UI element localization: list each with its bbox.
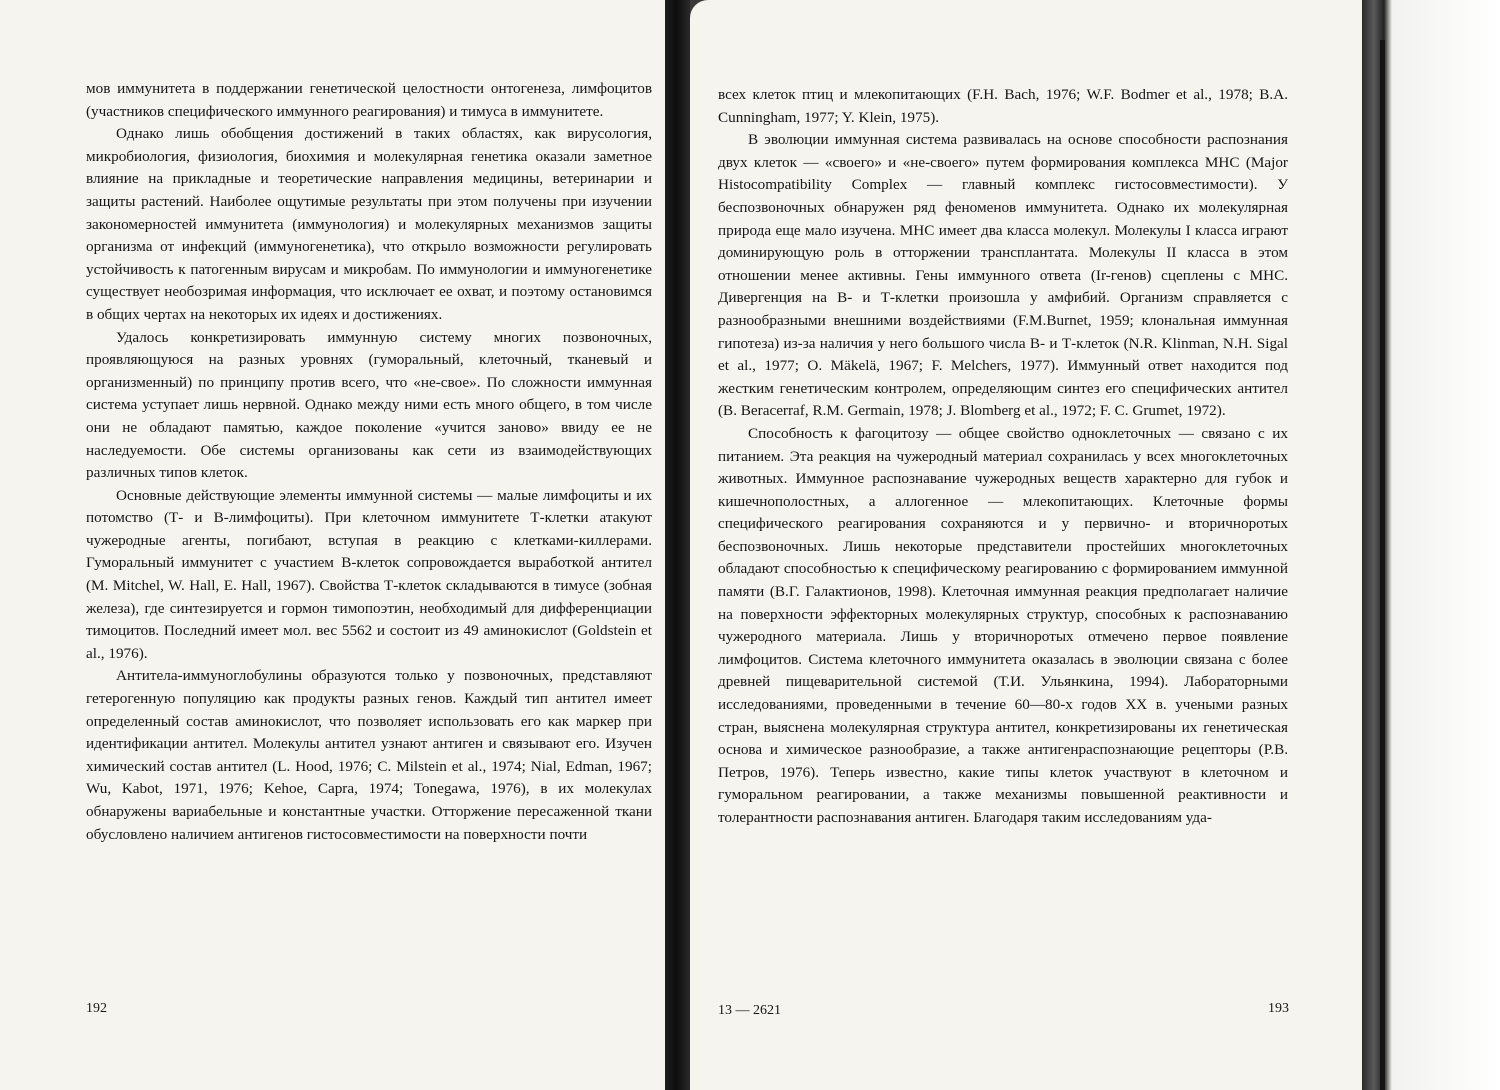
right-page-text: [718, 84, 1288, 830]
page-number-left: 192: [86, 1001, 107, 1016]
right-page: [690, 0, 1362, 1090]
paragraph: Основные действующие элементы иммунной системы — малые лимфоциты и их потомство (Т- и В-лимфоциты). При клеточном иммунитете Т-клетки атакуют чужеродные агенты, погибают, вступая в реакцию с клетками-киллерами. Гуморальный иммунитет с участием В-клеток сопровождается выработкой антител (M. Mitchel, W. Hall, E. Hall, 1967). Свойства Т-клеток складываются в тимусе (зобная железа), где синтезируется и гормон тимопоэтин, необходимый для дифференциации тимоцитов. Последний имеет мол. вес 5562 и состоит из 49 аминокислот (Goldstein et al., 1976).: [86, 486, 652, 662]
left-page: [0, 0, 667, 1090]
paragraph: Способность к фагоцитозу — общее свойство одноклеточных — связано с их питанием. Эта реакция на чужеродный материал сохранилась у всех многоклеточных животных. Иммунное распознавание чужеродных веществ характерно для губок и кишечнополостных, а аллогенное — млекопитающих. Клеточные формы специфического реагирования сохраняются и у первично- и вторичноротых беспозвоночных. Лишь некоторые представители простейших многоклеточных обладают способностью к специфическому реагированию с формированием иммунной памяти (В.Г. Галактионов, 1998). Клеточная иммунная реакция предполагает наличие на поверхности эффекторных молекулярных структур, способных к распознаванию чужеродного материала. Лишь у вторичноротых отмечено первое появление лимфоцитов. Система клеточного иммунитета оказалась в эволюции связана с более древней пищеварительной системой (Т.И. Ульянкина, 1994). Лабораторными исследованиями, проведенными в течение 60—80-х годов XX в. учеными разных стран, выяснена молекулярная структура антител, конкретизированы их генетическая основа и химическое разнообразие, а также антигенраспознающие рецепторы (Р.В. Петров, 1976). Теперь известно, какие типы клеток участвуют в клеточном и гуморальном реагировании, а также механизмы повышенной реактивности и толерантности распознавания антиген. Благодаря таким исследованиям уда-: [718, 424, 1288, 826]
printer-signature: 13 — 2621: [718, 1003, 781, 1018]
paragraph: Однако лишь обобщения достижений в таких областях, как вирусология, микробиология, физиология, биохимия и молекулярная генетика оказали заметное влияние на прикладные и теоретические направления медицины, ветеринарии и защиты растений. Наиболее ощутимые результаты при этом получены при изучении закономерностей иммунитета (иммунология) и молекулярных механизмов защиты организма от инфекций (иммуногенетика), что открыло возможности регулировать устойчивость к патогенным вирусам и микробам. По иммунологии и иммуногенетике существует необозримая информация, что исключает ее охват, и поэтому остановимся в общих чертах на некоторых их идеях и достижениях.: [86, 125, 652, 323]
paragraph: всех клеток птиц и млекопитающих (F.H. Bach, 1976; W.F. Bodmer et al., 1978; B.A. Cunningham, 1977; Y. Klein, 1975).: [718, 86, 1288, 126]
left-page-text: [86, 78, 652, 846]
page-number-right: 193: [1268, 1001, 1289, 1016]
book-cover-edge: [1380, 40, 1385, 1090]
paragraph: Антитела-иммуноглобулины образуются только у позвоночных, представляют гетерогенную популяцию как продукты разных генов. Каждый тип антител имеет определенный состав аминокислот, что позволяет использовать его как маркер при идентификации антител. Молекулы антител узнают антиген и связывают его. Изучен химический состав антител (L. Hood, 1976; C. Milstein et al., 1974; Nial, Edman, 1967; Wu, Kabot, 1971, 1976; Kehoe, Capra, 1974; Tonegawa, 1976), в их молекулах обнаружены вариабельные и константные участки. Отторжение пересаженной ткани обусловлено наличием антигенов гистосовместимости на поверхности почти: [86, 667, 652, 843]
paragraph: Удалось конкретизировать иммунную систему многих позвоночных, проявляющуюся на разных уровнях (гуморальный, клеточный, тканевый и организменный) по принципу против всего, что «не-свое». По сложности иммунная система уступает лишь нервной. Однако между ними есть много общего, в том числе они не обладают памятью, каждое поколение «учится заново» ввиду ее не наследуемости. Обе системы организованы как сети из взаимодействующих различных типов клеток.: [86, 328, 652, 482]
paragraph: мов иммунитета в поддержании генетической целостности онтогенеза, лимфоцитов (участников специфического иммунного реагирования) и тимуса в иммунитете.: [86, 80, 652, 120]
book-gutter: [665, 0, 690, 1090]
paragraph: В эволюции иммунная система развивалась на основе способности распознания двух клеток — «своего» и «не-своего» путем формирования комплекса МНС (Major Histocompatibility Complex — главный комплекс гистосовместимости). У беспозвоночных обнаружен ряд феноменов иммунитета. Однако их молекулярная природа еще мало изучена. МНС имеет два класса молекул. Молекулы I класса играют доминирующую роль в отторжении трансплантата. Молекулы II класса в этом отношении менее активны. Гены иммунного ответа (Ir-генов) сцеплены с МНС. Дивергенция на В- и Т-клетки произошла у амфибий. Организм справляется с разнообразными внешними воздействиями (F.M.Burnet, 1959; клональная иммунная гипотеза) из-за наличия у него большого числа В- и Т-клеток (N.R. Klinman, N.H. Sigal et al., 1977; O. Mäkelä, 1967; F. Melchers, 1977). Иммунный ответ находится под жестким генетическим контролем, определяющим синтез его специфических антител (B. Beracerraf, R.M. Germain, 1978; J. Blomberg et al., 1972; F. C. Grumet, 1972).: [718, 131, 1288, 420]
